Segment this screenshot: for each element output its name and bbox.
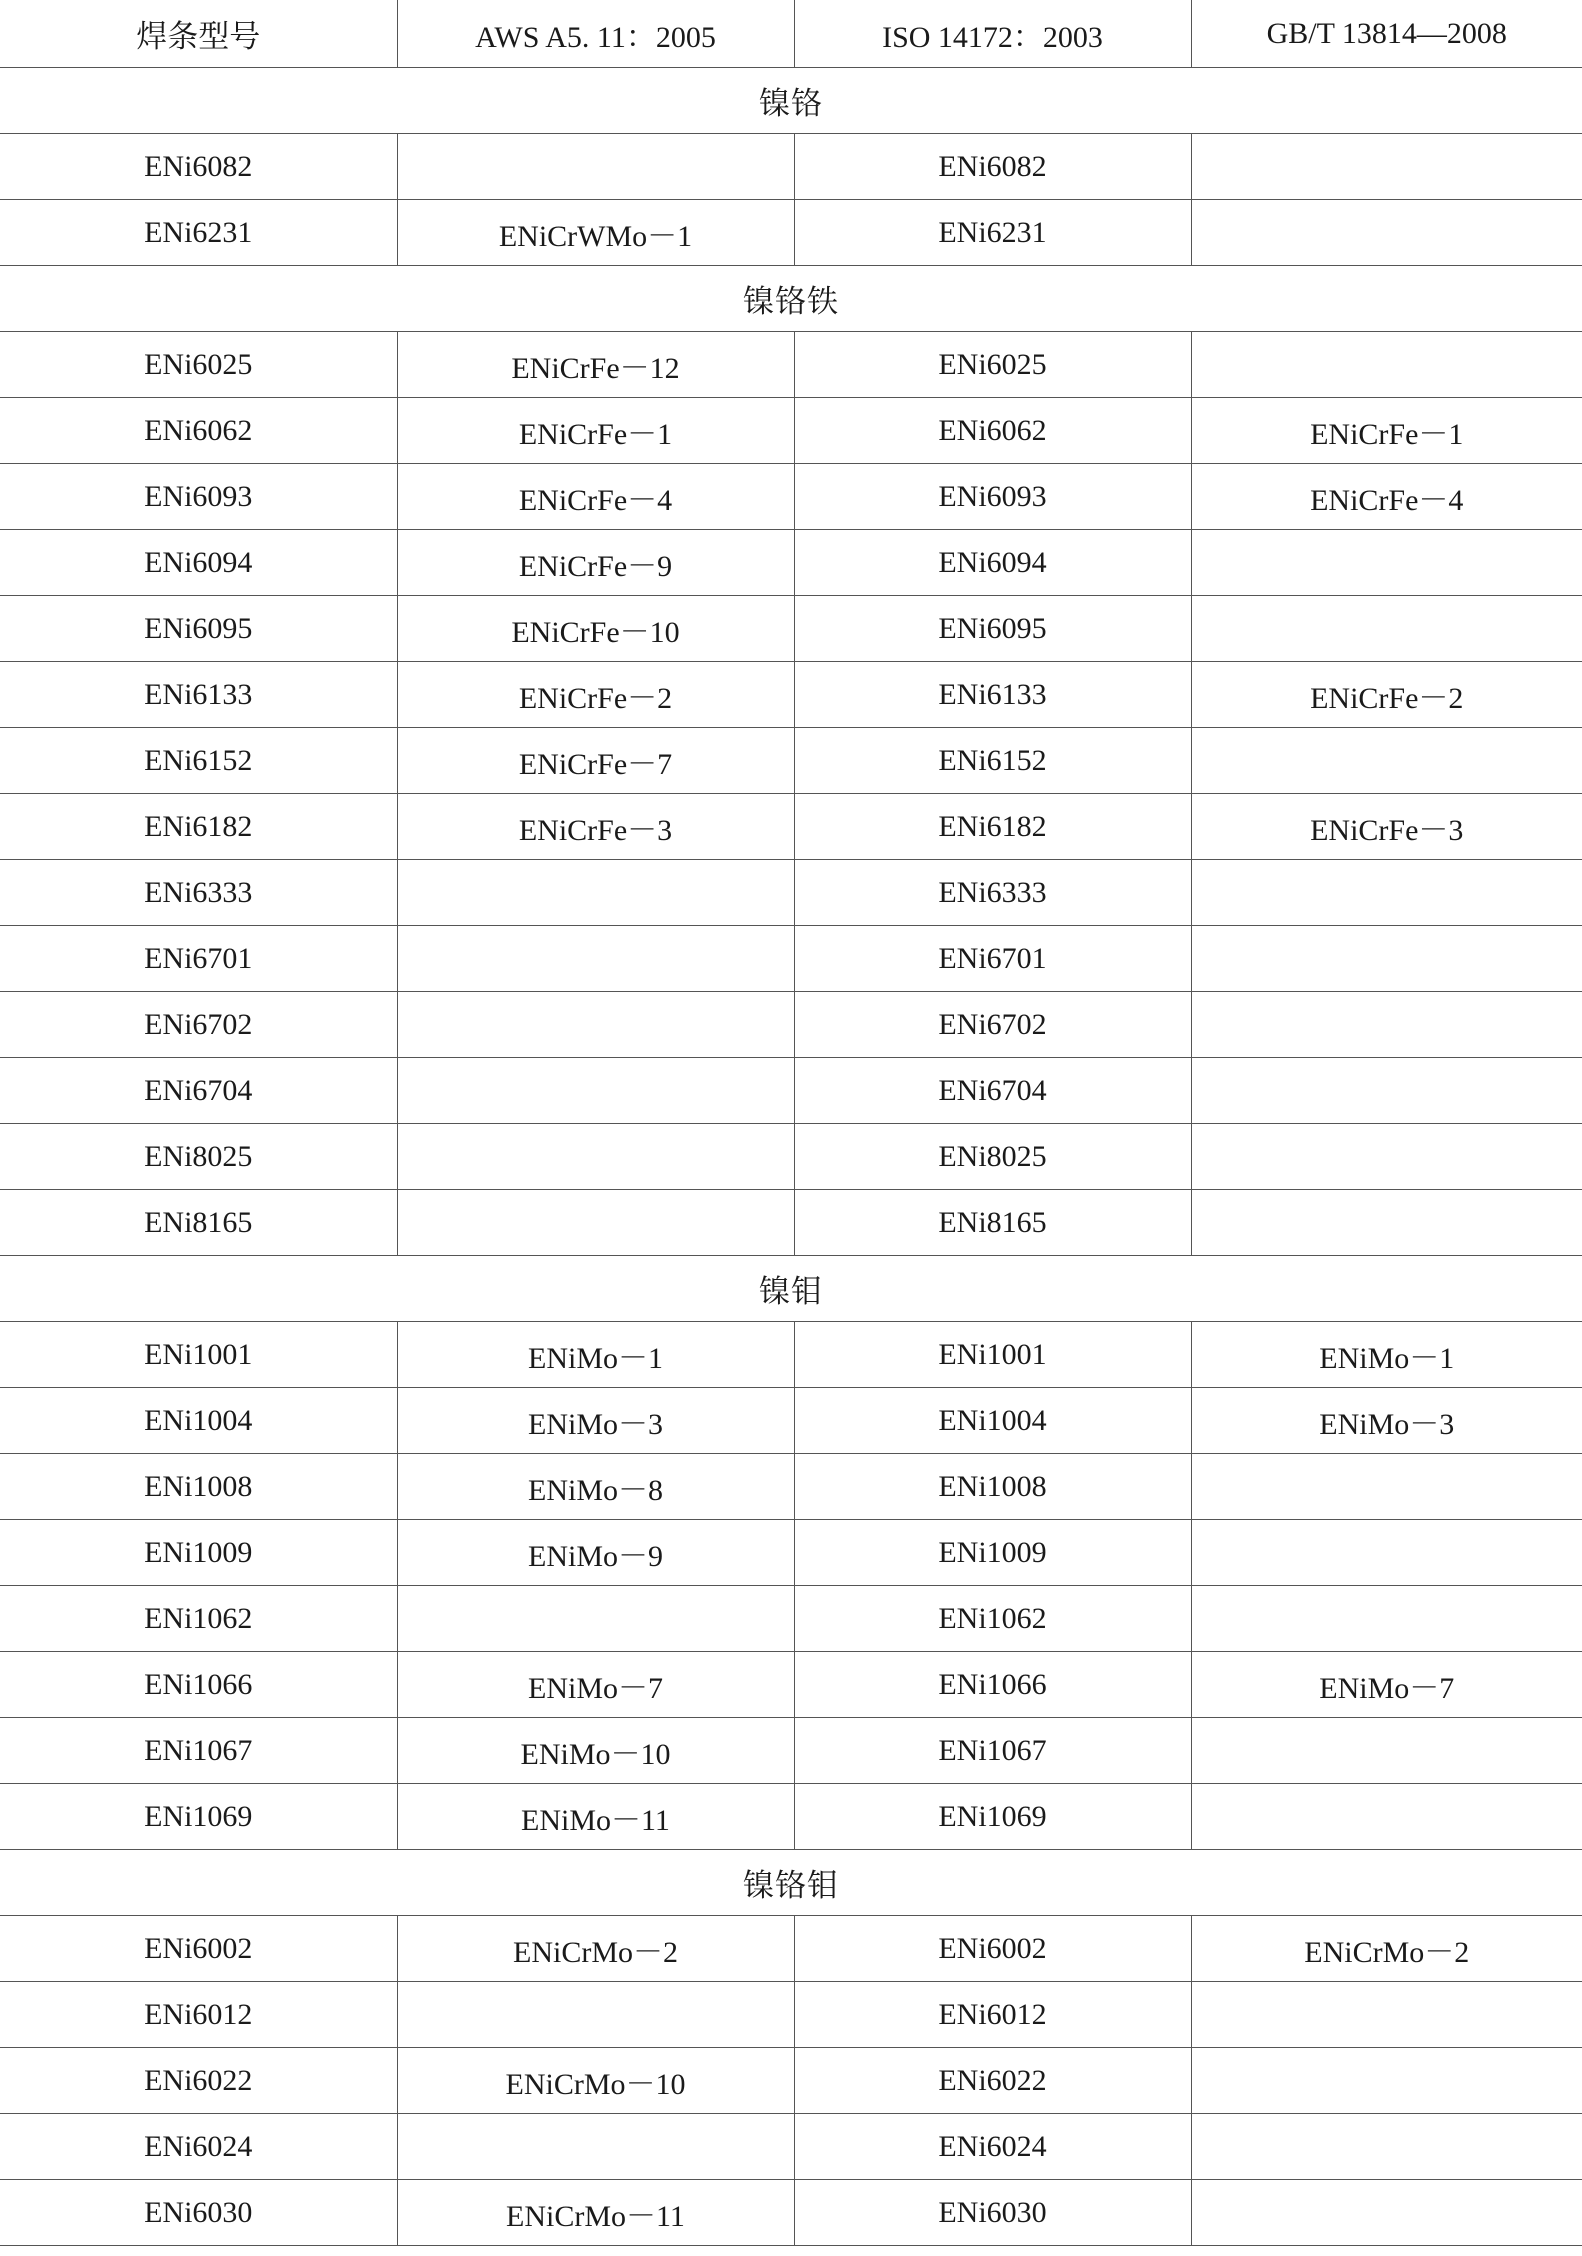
cell-aws: ENiMo－8	[397, 1454, 794, 1520]
cell-gbt: ENiMo－7	[1191, 1652, 1582, 1718]
cell-iso: ENi8025	[794, 1124, 1191, 1190]
cell-gbt	[1191, 1190, 1582, 1256]
header-row	[0, 0, 1582, 68]
group-label: 镍铬	[0, 68, 1582, 134]
cell-aws: ENiCrWMo－1	[397, 200, 794, 266]
cell-electrode-model: ENi1009	[0, 1520, 397, 1586]
cell-aws: ENiCrMo－11	[397, 2180, 794, 2246]
cell-gbt: ENiCrFe－2	[1191, 662, 1582, 728]
cell-gbt	[1191, 728, 1582, 794]
cell-gbt	[1191, 926, 1582, 992]
cell-aws: ENiCrMo－10	[397, 2048, 794, 2114]
cell-gbt	[1191, 1586, 1582, 1652]
table-row	[0, 1058, 1582, 1124]
cell-aws	[397, 992, 794, 1058]
cell-electrode-model: ENi6022	[0, 2048, 397, 2114]
header-gbt: GB/T 13814—2008	[1191, 0, 1582, 68]
cell-iso: ENi6002	[794, 1916, 1191, 1982]
group-row	[0, 266, 1582, 332]
table-row	[0, 200, 1582, 266]
table-row	[0, 2048, 1582, 2114]
cell-iso: ENi6182	[794, 794, 1191, 860]
cell-gbt	[1191, 1982, 1582, 2048]
cell-iso: ENi6022	[794, 2048, 1191, 2114]
cell-iso: ENi6082	[794, 134, 1191, 200]
cell-aws: ENiMo－1	[397, 1322, 794, 1388]
table-row	[0, 662, 1582, 728]
group-label: 镍铬铁	[0, 266, 1582, 332]
cell-electrode-model: ENi6152	[0, 728, 397, 794]
cell-aws	[397, 860, 794, 926]
cell-gbt: ENiMo－1	[1191, 1322, 1582, 1388]
cell-aws: ENiMo－11	[397, 1784, 794, 1850]
table-row	[0, 1454, 1582, 1520]
cell-iso: ENi6704	[794, 1058, 1191, 1124]
cell-gbt	[1191, 1454, 1582, 1520]
table-body	[0, 68, 1582, 2246]
cell-aws: ENiCrFe－12	[397, 332, 794, 398]
group-label: 镍钼	[0, 1256, 1582, 1322]
cell-iso: ENi6030	[794, 2180, 1191, 2246]
cell-gbt	[1191, 860, 1582, 926]
cell-aws: ENiMo－10	[397, 1718, 794, 1784]
cell-gbt	[1191, 1058, 1582, 1124]
header-aws: AWS A5. 11：2005	[397, 0, 794, 68]
cell-iso: ENi1009	[794, 1520, 1191, 1586]
cell-electrode-model: ENi6062	[0, 398, 397, 464]
table-row	[0, 1784, 1582, 1850]
cell-electrode-model: ENi6082	[0, 134, 397, 200]
cell-electrode-model: ENi6182	[0, 794, 397, 860]
table-row	[0, 926, 1582, 992]
cell-aws	[397, 1982, 794, 2048]
table-row	[0, 596, 1582, 662]
cell-iso: ENi1008	[794, 1454, 1191, 1520]
cell-aws: ENiMo－3	[397, 1388, 794, 1454]
cell-electrode-model: ENi6030	[0, 2180, 397, 2246]
table-row	[0, 2114, 1582, 2180]
cell-electrode-model: ENi6012	[0, 1982, 397, 2048]
table-row	[0, 1916, 1582, 1982]
cell-iso: ENi1066	[794, 1652, 1191, 1718]
cell-electrode-model: ENi6095	[0, 596, 397, 662]
cell-iso: ENi1067	[794, 1718, 1191, 1784]
cell-gbt	[1191, 596, 1582, 662]
cell-iso: ENi6094	[794, 530, 1191, 596]
group-row	[0, 1256, 1582, 1322]
cell-aws: ENiCrFe－2	[397, 662, 794, 728]
cell-gbt: ENiMo－3	[1191, 1388, 1582, 1454]
cell-electrode-model: ENi1067	[0, 1718, 397, 1784]
cell-electrode-model: ENi6704	[0, 1058, 397, 1124]
cell-iso: ENi6025	[794, 332, 1191, 398]
cell-aws: ENiCrMo－2	[397, 1916, 794, 1982]
cell-gbt	[1191, 992, 1582, 1058]
cell-electrode-model: ENi6025	[0, 332, 397, 398]
cell-aws: ENiCrFe－1	[397, 398, 794, 464]
cell-electrode-model: ENi6094	[0, 530, 397, 596]
cell-electrode-model: ENi1069	[0, 1784, 397, 1850]
header-electrode-model: 焊条型号	[0, 0, 397, 68]
cell-aws	[397, 1058, 794, 1124]
table-row	[0, 1124, 1582, 1190]
cell-electrode-model: ENi1066	[0, 1652, 397, 1718]
cell-electrode-model: ENi1062	[0, 1586, 397, 1652]
table-row	[0, 332, 1582, 398]
table-row	[0, 992, 1582, 1058]
cell-electrode-model: ENi6333	[0, 860, 397, 926]
group-row	[0, 68, 1582, 134]
cell-iso: ENi6133	[794, 662, 1191, 728]
cell-aws	[397, 1124, 794, 1190]
cell-iso: ENi6024	[794, 2114, 1191, 2180]
cell-aws: ENiCrFe－3	[397, 794, 794, 860]
table-row	[0, 134, 1582, 200]
cell-electrode-model: ENi6702	[0, 992, 397, 1058]
cell-electrode-model: ENi1001	[0, 1322, 397, 1388]
cell-iso: ENi6333	[794, 860, 1191, 926]
cell-gbt	[1191, 1520, 1582, 1586]
cell-gbt	[1191, 2180, 1582, 2246]
table-row	[0, 728, 1582, 794]
cell-aws: ENiCrFe－4	[397, 464, 794, 530]
cell-electrode-model: ENi1008	[0, 1454, 397, 1520]
table-row	[0, 1520, 1582, 1586]
cell-gbt: ENiCrMo－2	[1191, 1916, 1582, 1982]
group-row	[0, 1850, 1582, 1916]
cell-electrode-model: ENi6231	[0, 200, 397, 266]
cell-iso: ENi6231	[794, 200, 1191, 266]
table-row	[0, 1586, 1582, 1652]
cell-aws	[397, 1586, 794, 1652]
cell-gbt	[1191, 200, 1582, 266]
cell-iso: ENi6095	[794, 596, 1191, 662]
group-label: 镍铬钼	[0, 1850, 1582, 1916]
cell-aws: ENiMo－9	[397, 1520, 794, 1586]
cell-gbt	[1191, 134, 1582, 200]
table-row	[0, 1718, 1582, 1784]
header-iso: ISO 14172：2003	[794, 0, 1191, 68]
cell-iso: ENi6152	[794, 728, 1191, 794]
cell-aws: ENiCrFe－9	[397, 530, 794, 596]
cell-iso: ENi8165	[794, 1190, 1191, 1256]
cell-aws	[397, 134, 794, 200]
cell-iso: ENi6702	[794, 992, 1191, 1058]
cell-gbt	[1191, 530, 1582, 596]
cell-electrode-model: ENi6133	[0, 662, 397, 728]
table-row	[0, 860, 1582, 926]
table-row	[0, 398, 1582, 464]
cell-iso: ENi6701	[794, 926, 1191, 992]
table-row	[0, 1652, 1582, 1718]
cell-electrode-model: ENi6024	[0, 2114, 397, 2180]
cell-iso: ENi1004	[794, 1388, 1191, 1454]
table-row	[0, 1388, 1582, 1454]
table-row	[0, 2180, 1582, 2246]
cell-electrode-model: ENi8165	[0, 1190, 397, 1256]
cell-gbt: ENiCrFe－3	[1191, 794, 1582, 860]
cell-electrode-model: ENi1004	[0, 1388, 397, 1454]
table-header	[0, 0, 1582, 68]
cell-aws	[397, 926, 794, 992]
cell-gbt	[1191, 332, 1582, 398]
cell-aws: ENiCrFe－10	[397, 596, 794, 662]
cell-iso: ENi1001	[794, 1322, 1191, 1388]
cell-gbt	[1191, 1784, 1582, 1850]
cell-iso: ENi1062	[794, 1586, 1191, 1652]
cell-gbt	[1191, 1718, 1582, 1784]
cell-electrode-model: ENi6002	[0, 1916, 397, 1982]
cell-electrode-model: ENi8025	[0, 1124, 397, 1190]
table-row	[0, 1322, 1582, 1388]
cell-gbt: ENiCrFe－1	[1191, 398, 1582, 464]
cell-iso: ENi1069	[794, 1784, 1191, 1850]
table-row	[0, 464, 1582, 530]
cell-aws	[397, 2114, 794, 2180]
cell-electrode-model: ENi6701	[0, 926, 397, 992]
table-row	[0, 1982, 1582, 2048]
cell-gbt	[1191, 2114, 1582, 2180]
cell-gbt	[1191, 1124, 1582, 1190]
cell-iso: ENi6062	[794, 398, 1191, 464]
cell-electrode-model: ENi6093	[0, 464, 397, 530]
cell-gbt: ENiCrFe－4	[1191, 464, 1582, 530]
cell-iso: ENi6093	[794, 464, 1191, 530]
table-row	[0, 1190, 1582, 1256]
cell-aws	[397, 1190, 794, 1256]
cell-gbt	[1191, 2048, 1582, 2114]
cell-aws: ENiMo－7	[397, 1652, 794, 1718]
table-row	[0, 794, 1582, 860]
cell-aws: ENiCrFe－7	[397, 728, 794, 794]
cell-iso: ENi6012	[794, 1982, 1191, 2048]
table-row	[0, 530, 1582, 596]
